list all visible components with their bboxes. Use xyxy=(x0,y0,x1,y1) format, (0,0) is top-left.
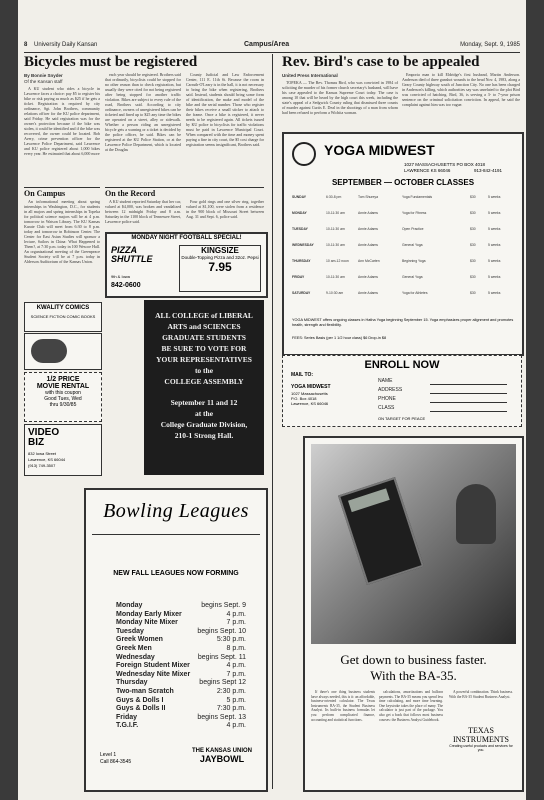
bowling-level: Level 1 xyxy=(100,752,117,758)
jaybowl-name: JAYBOWL xyxy=(199,754,245,764)
kansas-union-name: THE KANSAS UNION xyxy=(191,748,252,754)
bowling-league-name: T.G.I.F. xyxy=(116,722,139,730)
kingsize-deal-box xyxy=(179,245,261,292)
page-header xyxy=(24,40,520,53)
enroll-field-row xyxy=(378,378,513,386)
yoga-cell-time: 10-11:30 am xyxy=(326,227,345,231)
enroll-field-line[interactable] xyxy=(430,402,507,403)
deal-description: Double-Topping Pizza and 32oz. Pepsi xyxy=(181,255,259,260)
calculator-display xyxy=(348,488,390,512)
bicycles-headline: Bicycles must be registered xyxy=(24,54,198,70)
yoga-cell-teacher: Annie Adams xyxy=(358,291,378,295)
yoga-cell-day: THURSDAY xyxy=(292,259,311,263)
enroll-org: YOGA MIDWEST xyxy=(291,384,331,390)
yoga-phone: 913-842-4191 xyxy=(474,168,503,173)
on-record-text-2: Four gold rings and one silver ring, together valued at $1,100, were stolen from a residence in the 900 block of Missouri Street between Aug. 31 and Sept. 6, police said. xyxy=(186,199,264,219)
ti-photo xyxy=(311,444,516,644)
bowling-league-row xyxy=(116,662,246,671)
enroll-field-row xyxy=(378,387,513,395)
pizza-phone: 842-0600 xyxy=(111,282,141,289)
bowling-league-time: begins Sept. 11 xyxy=(197,653,246,661)
yoga-cell-cls: General Yoga xyxy=(402,275,423,279)
bowling-league-time: 4 p.m. xyxy=(226,722,246,730)
bowling-league-name: Wednesday Nite Mixer xyxy=(116,670,191,678)
bicycles-text-1: A KU student who rides a bicycle in Lawrence faces a choice: pay $5 to register his bike or risk paying as much as $25 if he gets a ticket. Registration is required by city ordinance, Sgt. John Brothers, community relations officer for the KU police department, said Friday. He said registration was for the owner's protection because if the bike was stolen, it could be identified and if the bike was recovered, the owner could be located. Bob Avery, crime prevention officer for the Lawrence Police Department, said Lawrence and KU police registered about 1,000 bikes every year. He estimated that about 6,000 more xyxy=(24,86,100,156)
yoga-cell-day: MONDAY xyxy=(292,211,307,215)
bowling-subtitle: NEW FALL LEAGUES NOW FORMING xyxy=(113,570,239,577)
pizza-location: 9th & Iowa xyxy=(111,274,130,279)
yoga-cell-fee: $30 xyxy=(470,211,476,215)
ti-column-2 xyxy=(379,690,443,782)
yoga-cell-weeks: 5 weeks xyxy=(488,275,501,279)
yoga-cell-time: 10-11:30 am xyxy=(326,275,345,279)
bowling-league-time: 7 p.m. xyxy=(226,670,246,678)
bowling-league-row xyxy=(116,714,246,723)
bird-column-2 xyxy=(402,72,520,128)
yoga-cell-weeks: 5 weeks xyxy=(488,291,501,295)
yoga-schedule-row xyxy=(292,290,514,298)
enroll-fields xyxy=(378,378,513,416)
bowling-league-time: begins Sept. 10 xyxy=(197,627,246,635)
column-divider xyxy=(272,54,273,789)
videobiz-phone: (913) 749-3507 xyxy=(28,463,56,468)
deal-price: 7.95 xyxy=(208,260,232,274)
yoga-cell-time: 10 am-12 noon xyxy=(326,259,349,263)
mail-to-label: MAIL TO: xyxy=(291,372,314,378)
bowling-league-time: 5 p.m. xyxy=(226,696,246,704)
yoga-cell-cls: Beginning Yoga xyxy=(402,259,426,263)
on-record-column-1 xyxy=(105,199,181,229)
ti-brand-sub: Creating useful products and services for you. xyxy=(449,744,513,752)
bicycles-text-2: each year should be registered. Brothers said that ordinarily, bicyclists could be stopped for no other reason than to check registration, but usually they were cited for not being registered after being stopped for another traffic violation. Bikes are subject to every rule of the road, Brothers said. According to city ordinance, owners of unregistered bikes can be ticketed and fined up to $25 any time the bikes are operated on a street, alley or sidewalk. Whether a person riding an unregistered bicycle gets a warning or a ticket is decided by the police officer, he said. Bikes can be registered at the KU Police Station, or at the Lawrence Police Department, which is located at the Douglas xyxy=(105,72,181,152)
enroll-address-line1: 1027 Massachusetts xyxy=(291,391,328,396)
enroll-field-line[interactable] xyxy=(430,384,507,385)
yoga-schedule-row xyxy=(292,242,514,250)
bowling-leagues-ad xyxy=(84,488,268,792)
on-campus-text: An informational meeting about spring internships in Washington, D.C., for students in all majors and spring internships in Topeka for political science majors will be at 4 p.m. tomorrow in Watson Library. The KU Kansas Karate Club will meet from 6:30 to 8 p.m. today and tomorrow in Robinson Center. The Center for East Asian Studies will sponsor a lecture, Sailors in China: What Happened to Them?, at 7:30 p.m. today in 100 Wescoe Hall. An organizational meeting of the Greenpeace Student Society will be at 7 p.m. today in Alderson Auditorium of the Kansas Union. xyxy=(24,199,100,264)
yoga-cell-time: 6:30-8 pm xyxy=(326,195,342,199)
comic-character-ad xyxy=(24,333,102,370)
yoga-schedule-row xyxy=(292,194,514,202)
enroll-field-row xyxy=(378,405,513,413)
bowling-league-name: Friday xyxy=(116,713,138,721)
bowling-league-time: 4 p.m. xyxy=(226,610,246,618)
calculator-image xyxy=(338,477,424,585)
la-line6: to the xyxy=(194,366,214,375)
scan-edge-right xyxy=(526,0,544,800)
bird-headline: Rev. Bird's case to be appealed xyxy=(282,54,480,70)
issue-date: Monday, Sept. 9, 1985 xyxy=(460,42,520,48)
enroll-field-row xyxy=(378,396,513,404)
enroll-field-label: ADDRESS xyxy=(378,387,403,393)
pizza-shuttle-logo: PIZZA SHUTTLE xyxy=(111,245,153,264)
bowling-phone: Call 864-3545 xyxy=(100,759,132,765)
bowling-league-name: Guys & Dolls I xyxy=(116,696,164,704)
la-line5: YOUR REPRESENTATIVES xyxy=(156,355,252,364)
yoga-schedule-row xyxy=(292,258,514,266)
ti-column-1 xyxy=(311,690,375,782)
la-line11: 210-1 Strong Hall. xyxy=(174,431,234,440)
bowling-league-row xyxy=(116,705,246,714)
yoga-cell-fee: $30 xyxy=(470,227,476,231)
ti-brand-2: INSTRUMENTS xyxy=(452,735,509,744)
bird-column-1 xyxy=(282,80,398,128)
yoga-cell-teacher: Tom Shureya xyxy=(358,195,378,199)
bicycles-column-3 xyxy=(186,72,264,186)
yoga-cell-time: 10-11:30 am xyxy=(326,243,345,247)
yoga-cell-fee: $30 xyxy=(470,243,476,247)
enroll-field-line[interactable] xyxy=(430,411,507,412)
video-coupon-line2: MOVIE RENTAL xyxy=(36,383,90,390)
kwality-comics-ad xyxy=(24,302,102,332)
bowling-footer-left xyxy=(100,752,131,766)
yoga-cell-day: SUNDAY xyxy=(292,195,307,199)
la-line10: College Graduate Division, xyxy=(160,420,248,429)
enroll-form xyxy=(282,355,522,427)
on-record-column-2 xyxy=(186,199,264,229)
bowling-title: Bowling Leagues xyxy=(103,500,249,522)
videobiz-address: 832 Iowa Street xyxy=(28,451,57,456)
la-line1: ALL COLLEGE of LIBERAL xyxy=(155,311,253,320)
video-coupon-line3: with this coupon xyxy=(45,390,81,396)
la-line3: GRADUATE STUDENTS xyxy=(162,333,246,342)
on-campus-heading: On Campus xyxy=(24,187,100,198)
enroll-address-line3: Lawrence, KS 66046 xyxy=(291,401,329,406)
enroll-footer: ON TARGET FOR PEACE xyxy=(378,416,426,421)
bicycles-byline-staff: Of the Kansan staff xyxy=(24,79,63,84)
enroll-title: ENROLL NOW xyxy=(364,359,440,371)
ti-text-3: A powerful combination. Think business. With the BA-35 Student Business Analyst. xyxy=(449,690,513,699)
yoga-schedule-title: SEPTEMBER — OCTOBER CLASSES xyxy=(331,178,475,187)
yoga-cell-teacher: Annie Adams xyxy=(358,243,378,247)
bowling-league-time: 7:30 p.m. xyxy=(216,705,246,713)
bowling-league-row xyxy=(116,697,246,706)
bowling-league-time: 4 p.m. xyxy=(226,662,246,670)
bowling-league-name: Greek Men xyxy=(116,644,152,652)
yoga-cell-cls: Yoga for Athletes xyxy=(402,291,428,295)
bowling-league-time: begins Sept. 9 xyxy=(201,602,246,609)
yoga-cell-fee: $30 xyxy=(470,275,476,279)
yoga-cell-fee: $30 xyxy=(470,259,476,263)
yoga-cell-fee: $30 xyxy=(470,195,476,199)
bicycles-column-1 xyxy=(24,86,100,186)
videobiz-logo: VIDEO BIZ xyxy=(28,427,60,448)
yoga-cell-teacher: Annie Adams xyxy=(358,275,378,279)
bowling-league-row xyxy=(116,645,246,654)
yoga-cell-teacher: Annie Adams xyxy=(358,227,378,231)
yoga-note: YOGA MIDWEST offers ongoing classes in Hatha Yoga beginning September 15. Yoga emphasizes proper alignment and promotes health, strength and flexibility. xyxy=(292,318,514,327)
scan-edge-left xyxy=(0,0,18,800)
bowling-league-row xyxy=(116,654,246,663)
yoga-cell-day: FRIDAY xyxy=(292,275,305,279)
bowling-league-time: begins Sept 12 xyxy=(199,679,246,687)
bowling-league-row xyxy=(116,628,246,637)
bowling-league-row xyxy=(116,619,246,628)
la-line9: at the xyxy=(194,409,214,418)
yoga-cell-teacher: Ann McCarten xyxy=(358,259,380,263)
yoga-cell-cls: Yoga Fundamentals xyxy=(402,195,433,199)
yoga-cell-weeks: 5 weeks xyxy=(488,243,501,247)
publication-name: University Daily Kansan xyxy=(34,42,98,48)
bowling-league-name: Monday xyxy=(116,602,143,609)
bird-text-1: TOPEKA — The Rev. Thomas Bird, who was convicted in 1984 of soliciting the murder of his former church secretary's husband, will have his case appealed to the Kansas Supreme Court today. The case is among 10 that will be heard by the high court this week, including the state's appeal of a Sedgwick County ruling that dismissed three counts of murder against Curtis E. Deal in the shootings of a man from whom had been refused to perform a Wichita woman. xyxy=(282,80,398,115)
bowling-league-name: Tuesday xyxy=(116,627,144,635)
bowling-title-rule xyxy=(92,534,260,535)
video-coupon-line1: 1/2 PRICE xyxy=(46,376,80,383)
video-biz-ad xyxy=(24,424,102,476)
video-coupon-line5: thru 9/30/85 xyxy=(49,402,77,408)
ti-text-1: If there's one thing business students have always needed, this is it: an affordable, business-oriented calculator. The Texas Instruments BA-35, the Student Business Analyst. Its built-in business formulas let you perform complicated finance, accounting and statistical functions. xyxy=(311,690,375,722)
section-name: Campus/Area xyxy=(244,41,290,48)
yoga-cell-day: TUESDAY xyxy=(292,227,308,231)
enroll-field-line[interactable] xyxy=(430,393,507,394)
bicycles-text-3: County Judicial and Law Enforcement Center, 111 E. 11th St. Because the room in Carruth-O'Leary is in the hall, it is not necessary to bring the bike when registering, Brothers said. Instead, students should bring some form of identification, the make and model of the bike and the serial number. Those who register their bikes receive a small sticker to attach to the frame. Once a bike is registered, it never needs to be registered again. All tickets issued by KU police to bicyclists for traffic violations must be paid in Lawrence Municipal Court. When compared with the time and money spent paying a fine in city court, the $5 cost charge for registration seems insignificant, Brothers said. xyxy=(186,72,264,147)
la-line7: COLLEGE ASSEMBLY xyxy=(164,377,244,386)
yoga-name: YOGA MIDWEST xyxy=(324,142,435,158)
bowling-league-name: Foreign Student Mixer xyxy=(116,662,190,670)
yoga-cell-time: 10-11:30 am xyxy=(326,211,345,215)
enroll-field-label: CLASS xyxy=(378,405,395,411)
la-line8: September 11 and 12 xyxy=(170,398,238,407)
bowling-league-name: Thursday xyxy=(116,679,148,687)
ti-headline-2: With the BA-35. xyxy=(370,668,457,683)
deal-name: KINGSIZE xyxy=(201,246,239,255)
la-line4: BE SURE TO VOTE FOR xyxy=(161,344,247,353)
football-special-ad xyxy=(105,232,268,298)
page-number: 8 xyxy=(24,42,28,48)
bowling-footer-right xyxy=(192,748,252,764)
ti-text-2: calculations, amortizations and balloon payments. The BA-35 means you spend less time calculating, and more time learning. One keystroke takes the place of many. The calculator is just part of the package. You also get a book that follows most business courses: the Business Analyst Guidebook. xyxy=(379,690,443,722)
yoga-cell-weeks: 5 weeks xyxy=(488,259,501,263)
enroll-address xyxy=(291,391,328,406)
kwality-subtitle: SCIENCE FICTION COMIC BOOKS xyxy=(30,314,96,319)
bird-byline: United Press International xyxy=(282,73,338,78)
yoga-cell-weeks: 5 weeks xyxy=(488,195,501,199)
yoga-schedule-table xyxy=(292,194,514,314)
newspaper-page xyxy=(18,0,526,800)
ti-column-3 xyxy=(449,690,513,720)
on-record-text-1: A KU student reported Saturday that her car, valued at $4,000, was broken and vandalized between 12 midnight Friday and 8 a.m. Saturday in the 1100 block of Tennessee Street, Lawrence police said. xyxy=(105,199,181,224)
bowling-league-name: Two-man Scratch xyxy=(116,687,174,695)
bicycles-column-2 xyxy=(105,72,181,186)
yoga-cell-cls: Open Practice xyxy=(402,227,424,231)
bowling-league-row xyxy=(116,611,246,620)
on-campus-column xyxy=(24,199,100,299)
bowling-league-time: 2:30 p.m. xyxy=(216,687,246,695)
on-record-heading: On the Record xyxy=(105,187,264,198)
ti-brand-1: TEXAS xyxy=(468,726,494,735)
liberal-arts-ad xyxy=(144,300,264,475)
yoga-schedule-row xyxy=(292,274,514,282)
yoga-cell-weeks: 5 weeks xyxy=(488,227,501,231)
ti-ba35-ad xyxy=(303,436,524,792)
bowling-league-time: begins Sept. 13 xyxy=(197,713,246,721)
character-illustration xyxy=(31,339,67,363)
yoga-address: 1027 MASSACHUSETTS PO BOX 4018 xyxy=(404,162,486,167)
bird-text-2: Emporia man to kill Eldridge's first husband, Martin Anderson. Anderson died of three gunshot wounds to the head Nov. 4, 1983, along a Geary County highway south of Junction City. No one has been charged in Anderson's killing, which authorities say was unrelated to the plot Bird was convicted of hatching. Bird, 36, is serving a 3- to 7-year prison sentence on the criminal solicitation conviction. In appeal, he said the complaint against him was too vague. xyxy=(402,72,520,107)
video-coupon-line4: Good Tues, Wed xyxy=(44,396,82,402)
football-title: MONDAY NIGHT FOOTBALL SPECIAL! xyxy=(131,235,242,241)
yoga-cell-fee: $30 xyxy=(470,291,476,295)
bicycles-byline: By Bonnie Snyder xyxy=(24,73,63,78)
bowling-league-row xyxy=(116,722,246,731)
yoga-cell-day: WEDNESDAY xyxy=(292,243,314,247)
bowling-league-row xyxy=(116,636,246,645)
bowling-league-row xyxy=(116,671,246,680)
yoga-cell-teacher: Annie Adams xyxy=(358,211,378,215)
la-line2: ARTS and SCIENCES xyxy=(167,322,241,331)
enroll-address-line2: P.O. Box 4018 xyxy=(291,396,317,401)
yoga-fees: FEES: Series Basis (per 1 1/2 hour class) $6 Drop-in $8 xyxy=(292,336,387,340)
videobiz-city: Lawrence, KS 66044 xyxy=(28,457,66,462)
yoga-cell-weeks: 5 weeks xyxy=(488,211,501,215)
bowling-league-name: Wednesday xyxy=(116,653,155,661)
bowling-league-name: Monday Early Mixer xyxy=(116,610,182,618)
students-photo xyxy=(456,484,496,544)
yoga-cell-cls: Yoga for Fitness xyxy=(402,211,427,215)
ti-headline-1: Get down to business faster. xyxy=(340,652,487,667)
yoga-schedule-row xyxy=(292,226,514,234)
yoga-midwest-ad xyxy=(282,132,524,356)
yoga-city: LAWRENCE KS 66046 xyxy=(404,168,451,173)
bowling-league-list xyxy=(116,602,246,731)
enroll-field-label: NAME xyxy=(378,378,393,384)
ti-logo xyxy=(449,726,513,752)
bowling-league-time: 8 p.m. xyxy=(226,644,246,652)
yoga-logo-icon xyxy=(292,142,316,166)
yoga-schedule-row xyxy=(292,210,514,218)
yoga-cell-cls: General Yoga xyxy=(402,243,423,247)
enroll-field-label: PHONE xyxy=(378,396,396,402)
bowling-league-time: 5:30 p.m. xyxy=(216,636,246,644)
bowling-league-row xyxy=(116,679,246,688)
yoga-cell-day: SATURDAY xyxy=(292,291,311,295)
bowling-league-name: Guys & Dolls II xyxy=(116,705,166,713)
bowling-league-time: 7 p.m. xyxy=(226,619,246,627)
kwality-title: KWALITY COMICS xyxy=(36,305,90,311)
bowling-league-row xyxy=(116,602,246,611)
bowling-league-name: Monday Nite Mixer xyxy=(116,619,178,627)
yoga-cell-time: 9-10:30 am xyxy=(326,291,344,295)
video-coupon-ad xyxy=(24,372,102,422)
bowling-league-row xyxy=(116,688,246,697)
bowling-league-name: Greek Women xyxy=(116,636,163,644)
